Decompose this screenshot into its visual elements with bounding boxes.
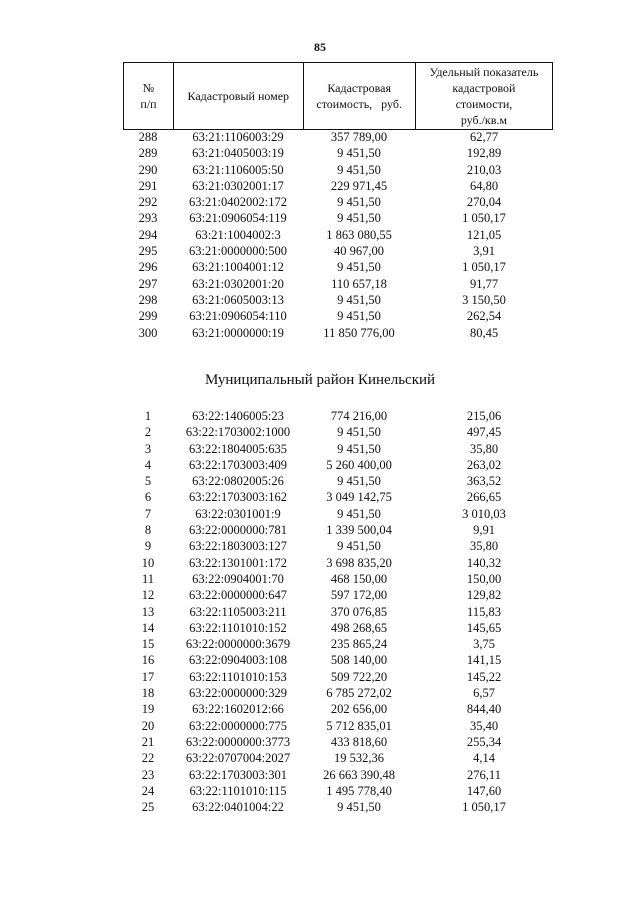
table-row [123, 750, 553, 766]
specific-indicator: 497,45 [466, 425, 502, 440]
row-number: 8 [144, 523, 152, 538]
cadastral-number: 63:22:1703003:162 [189, 490, 287, 505]
header-specific-line3: стоимости, [455, 97, 513, 111]
cadastral-value: 235 865,24 [330, 637, 388, 652]
table-row [123, 162, 553, 178]
cadastral-number: 63:22:1703003:409 [189, 457, 287, 472]
page-number: 85 [314, 40, 326, 54]
row-number: 5 [144, 474, 152, 489]
table-row [123, 292, 553, 308]
cadastral-value: 498 268,65 [330, 620, 388, 635]
row-number: 6 [144, 490, 152, 505]
specific-indicator: 145,22 [466, 669, 502, 684]
row-number: 295 [138, 244, 158, 259]
row-number: 20 [141, 718, 155, 733]
specific-indicator: 35,40 [469, 718, 499, 733]
header-num-abbr: п/п [140, 97, 157, 111]
header-specific-line2: кадастровой [452, 81, 516, 95]
specific-indicator: 844,40 [466, 702, 502, 717]
row-number: 296 [138, 260, 158, 275]
row-number: 22 [141, 751, 155, 766]
row-number: 291 [138, 178, 158, 193]
row-number: 17 [141, 669, 155, 684]
table-row [123, 571, 553, 587]
section-title: Муниципальный район Кинельский [204, 372, 436, 388]
header-num-symbol: № [142, 81, 155, 95]
table-row [123, 783, 553, 799]
specific-indicator: 3 150,50 [462, 292, 506, 307]
cadastral-number: 63:22:1301001:172 [189, 555, 287, 570]
cadastral-value: 9 451,50 [337, 292, 381, 307]
cadastral-value: 1 863 080,55 [326, 227, 392, 242]
table-body-part1 [123, 129, 553, 341]
cadastral-number: 63:21:0000000:19 [192, 325, 284, 340]
specific-indicator: 215,06 [466, 409, 502, 423]
cadastral-number: 63:21:1106003:29 [192, 130, 284, 144]
cadastral-number: 63:22:0000000:3773 [185, 734, 291, 749]
header-specific-indicator-cell [415, 63, 552, 130]
cadastral-value: 19 532,36 [334, 751, 384, 766]
cadastral-value: 468 150,00 [330, 571, 388, 586]
cadastral-number: 63:21:0000000:500 [189, 244, 287, 259]
specific-indicator: 64,80 [469, 178, 499, 193]
cadastral-number: 63:22:0904001:70 [192, 571, 284, 586]
cadastral-number: 63:21:1004001:12 [192, 260, 284, 275]
specific-indicator: 115,83 [467, 604, 501, 619]
table-row [123, 243, 553, 259]
table-row [123, 669, 553, 685]
cadastral-number: 63:22:1101010:115 [189, 783, 287, 798]
row-number: 292 [138, 195, 158, 210]
cadastral-value: 5 260 400,00 [326, 457, 392, 472]
cadastral-value: 9 451,50 [337, 146, 381, 161]
cadastral-value: 9 451,50 [337, 441, 381, 456]
table-row [123, 587, 553, 603]
table-row [123, 178, 553, 194]
cadastral-value: 9 451,50 [337, 506, 381, 521]
specific-indicator: 3,91 [473, 244, 495, 259]
cadastral-value: 509 722,20 [330, 669, 388, 684]
cadastral-number: 63:22:1803003:127 [189, 539, 287, 554]
row-number: 3 [144, 441, 152, 456]
cadastral-number: 63:22:0000000:3679 [185, 637, 291, 652]
table-row [123, 652, 553, 668]
cadastral-value: 357 789,00 [330, 130, 388, 144]
row-number: 300 [138, 325, 158, 340]
row-number: 297 [138, 276, 158, 291]
cadastral-number: 63:22:0904003:108 [189, 653, 287, 668]
cadastral-value: 6 785 272,02 [326, 686, 392, 701]
cadastral-value: 9 451,50 [337, 211, 381, 226]
table-row [123, 767, 553, 783]
cadastral-value: 9 451,50 [337, 474, 381, 489]
specific-indicator: 140,32 [466, 555, 502, 570]
specific-indicator: 1 050,17 [462, 211, 506, 226]
cadastral-value: 774 216,00 [330, 409, 388, 423]
specific-indicator: 9,91 [473, 523, 495, 538]
table-row [123, 145, 553, 161]
table-row [123, 701, 553, 717]
cadastral-number: 63:22:0000000:781 [189, 523, 287, 538]
specific-indicator: 262,54 [466, 309, 502, 324]
specific-indicator: 80,45 [469, 325, 499, 340]
cadastral-number: 63:21:0605003:13 [192, 292, 284, 307]
table-row [123, 489, 553, 505]
table-row [123, 457, 553, 473]
row-number: 23 [141, 767, 155, 782]
row-number: 1 [144, 409, 152, 423]
row-number: 298 [138, 292, 158, 307]
row-number: 16 [141, 653, 155, 668]
cadastral-value: 1 495 778,40 [326, 783, 392, 798]
cadastral-value: 26 663 390,48 [323, 767, 395, 782]
specific-indicator: 35,80 [469, 539, 499, 554]
row-number: 13 [141, 604, 155, 619]
specific-indicator: 4,14 [473, 751, 495, 766]
cadastral-number: 63:22:1105003:211 [189, 604, 287, 619]
table-row [123, 620, 553, 636]
header-num-cell [124, 63, 174, 130]
cadastral-number: 63:22:0000000:329 [189, 686, 287, 701]
row-number: 25 [141, 800, 155, 815]
cadastral-number: 63:21:0405003:19 [192, 146, 284, 161]
specific-indicator: 266,65 [466, 490, 502, 505]
cadastral-number: 63:21:1004002:3 [195, 227, 281, 242]
table-row [123, 555, 553, 571]
cadastral-value: 9 451,50 [337, 162, 381, 177]
table-row [123, 325, 553, 341]
row-number: 299 [138, 309, 158, 324]
cadastral-number: 63:22:0000000:775 [189, 718, 287, 733]
cadastral-number: 63:22:1101010:153 [189, 669, 287, 684]
specific-indicator: 121,05 [466, 227, 502, 242]
cadastral-number: 63:21:1106005:50 [192, 162, 284, 177]
row-number: 2 [144, 425, 152, 440]
cadastral-number: 63:21:0402002:172 [189, 195, 287, 210]
cadastral-value: 3 049 142,75 [326, 490, 392, 505]
table-row [123, 441, 553, 457]
specific-indicator: 6,57 [473, 686, 495, 701]
cadastral-number: 63:21:0302001:20 [192, 276, 284, 291]
table-row [123, 604, 553, 620]
cadastral-number: 63:22:0401004:22 [192, 800, 284, 815]
specific-indicator: 270,04 [466, 195, 502, 210]
cadastral-number: 63:21:0906054:119 [189, 211, 287, 226]
cadastral-number: 63:22:1406005:23 [192, 409, 284, 423]
row-number: 11 [141, 571, 155, 586]
cadastral-number: 63:22:1602012:66 [192, 702, 284, 717]
cadastral-number: 63:22:1703003:301 [189, 767, 287, 782]
specific-indicator: 363,52 [466, 474, 502, 489]
cadastral-value: 9 451,50 [337, 425, 381, 440]
table-row [123, 718, 553, 734]
table-row [123, 259, 553, 275]
table-body-part2 [123, 408, 553, 815]
row-number: 4 [144, 457, 152, 472]
specific-indicator: 263,02 [466, 457, 502, 472]
table-row [123, 506, 553, 522]
cadastral-value: 508 140,00 [330, 653, 388, 668]
specific-indicator: 210,03 [466, 162, 502, 177]
row-number: 10 [141, 555, 155, 570]
cadastral-number: 63:22:0707004:2027 [185, 751, 291, 766]
table-row [123, 308, 553, 324]
table-row [123, 734, 553, 750]
cadastral-number: 63:22:0000000:647 [189, 588, 287, 603]
table-row [123, 538, 553, 554]
cadastral-value: 11 850 776,00 [323, 325, 395, 340]
specific-indicator: 145,65 [466, 620, 502, 635]
table-row [123, 210, 553, 226]
cadastral-value: 40 967,00 [334, 244, 384, 259]
table-row [123, 408, 553, 424]
row-number: 15 [141, 637, 155, 652]
cadastral-value: 9 451,50 [337, 195, 381, 210]
table-row [123, 799, 553, 815]
table-row [123, 276, 553, 292]
header-cadastral-number: Кадастровый номер [174, 63, 303, 130]
header-cadastral-value-line1: Кадастровая [327, 81, 392, 95]
cadastral-value: 5 712 835,01 [326, 718, 392, 733]
specific-indicator: 1 050,17 [462, 260, 506, 275]
row-number: 19 [141, 702, 155, 717]
specific-indicator: 276,11 [467, 767, 501, 782]
cadastral-number: 63:22:0301001:9 [195, 506, 281, 521]
specific-indicator: 62,77 [469, 130, 499, 144]
row-number: 18 [141, 686, 155, 701]
table-row [123, 227, 553, 243]
specific-indicator: 141,15 [466, 653, 502, 668]
row-number: 293 [138, 211, 158, 226]
row-number: 7 [144, 506, 152, 521]
table-row [123, 473, 553, 489]
table-row [123, 685, 553, 701]
table-header [123, 62, 553, 130]
cadastral-value: 9 451,50 [337, 260, 381, 275]
header-cadastral-value-cell [303, 63, 415, 130]
specific-indicator: 150,00 [466, 571, 502, 586]
table-row [123, 522, 553, 538]
row-number: 294 [138, 227, 158, 242]
specific-indicator: 91,77 [469, 276, 499, 291]
row-number: 21 [141, 734, 155, 749]
specific-indicator: 255,34 [466, 734, 502, 749]
header-cadastral-value-line2: стоимость, руб. [316, 97, 402, 111]
specific-indicator: 147,60 [466, 783, 502, 798]
cadastral-number: 63:22:1703002:1000 [185, 425, 291, 440]
cadastral-number: 63:21:0906054:110 [189, 309, 287, 324]
table-row [123, 424, 553, 440]
specific-indicator: 3 010,03 [462, 506, 506, 521]
cadastral-value: 1 339 500,04 [326, 523, 392, 538]
cadastral-value: 202 656,00 [330, 702, 388, 717]
row-number: 14 [141, 620, 155, 635]
header-specific-line1: Удельный показатель [429, 65, 539, 79]
cadastral-value: 3 698 835,20 [326, 555, 392, 570]
cadastral-number: 63:22:0802005:26 [192, 474, 284, 489]
cadastral-value: 433 818,60 [330, 734, 388, 749]
cadastral-value: 9 451,50 [337, 309, 381, 324]
specific-indicator: 1 050,17 [462, 800, 506, 815]
table-row [123, 129, 553, 145]
cadastral-value: 9 451,50 [337, 800, 381, 815]
specific-indicator: 35,80 [469, 441, 499, 456]
cadastral-value: 9 451,50 [337, 539, 381, 554]
specific-indicator: 129,82 [466, 588, 502, 603]
cadastral-value: 229 971,45 [330, 178, 388, 193]
cadastral-value: 370 076,85 [330, 604, 388, 619]
row-number: 9 [144, 539, 152, 554]
row-number: 24 [141, 783, 155, 798]
header-specific-line4: руб./кв.м [460, 113, 508, 127]
cadastral-value: 597 172,00 [330, 588, 388, 603]
row-number: 289 [138, 146, 158, 161]
cadastral-number: 63:22:1804005:635 [189, 441, 287, 456]
cadastral-number: 63:22:1101010:152 [189, 620, 287, 635]
specific-indicator: 192,89 [466, 146, 502, 161]
row-number: 288 [138, 130, 158, 144]
cadastral-value: 110 657,18 [331, 276, 387, 291]
specific-indicator: 3,75 [473, 637, 495, 652]
table-row [123, 636, 553, 652]
row-number: 12 [141, 588, 155, 603]
cadastral-number: 63:21:0302001:17 [192, 178, 284, 193]
row-number: 290 [138, 162, 158, 177]
table-row [123, 194, 553, 210]
